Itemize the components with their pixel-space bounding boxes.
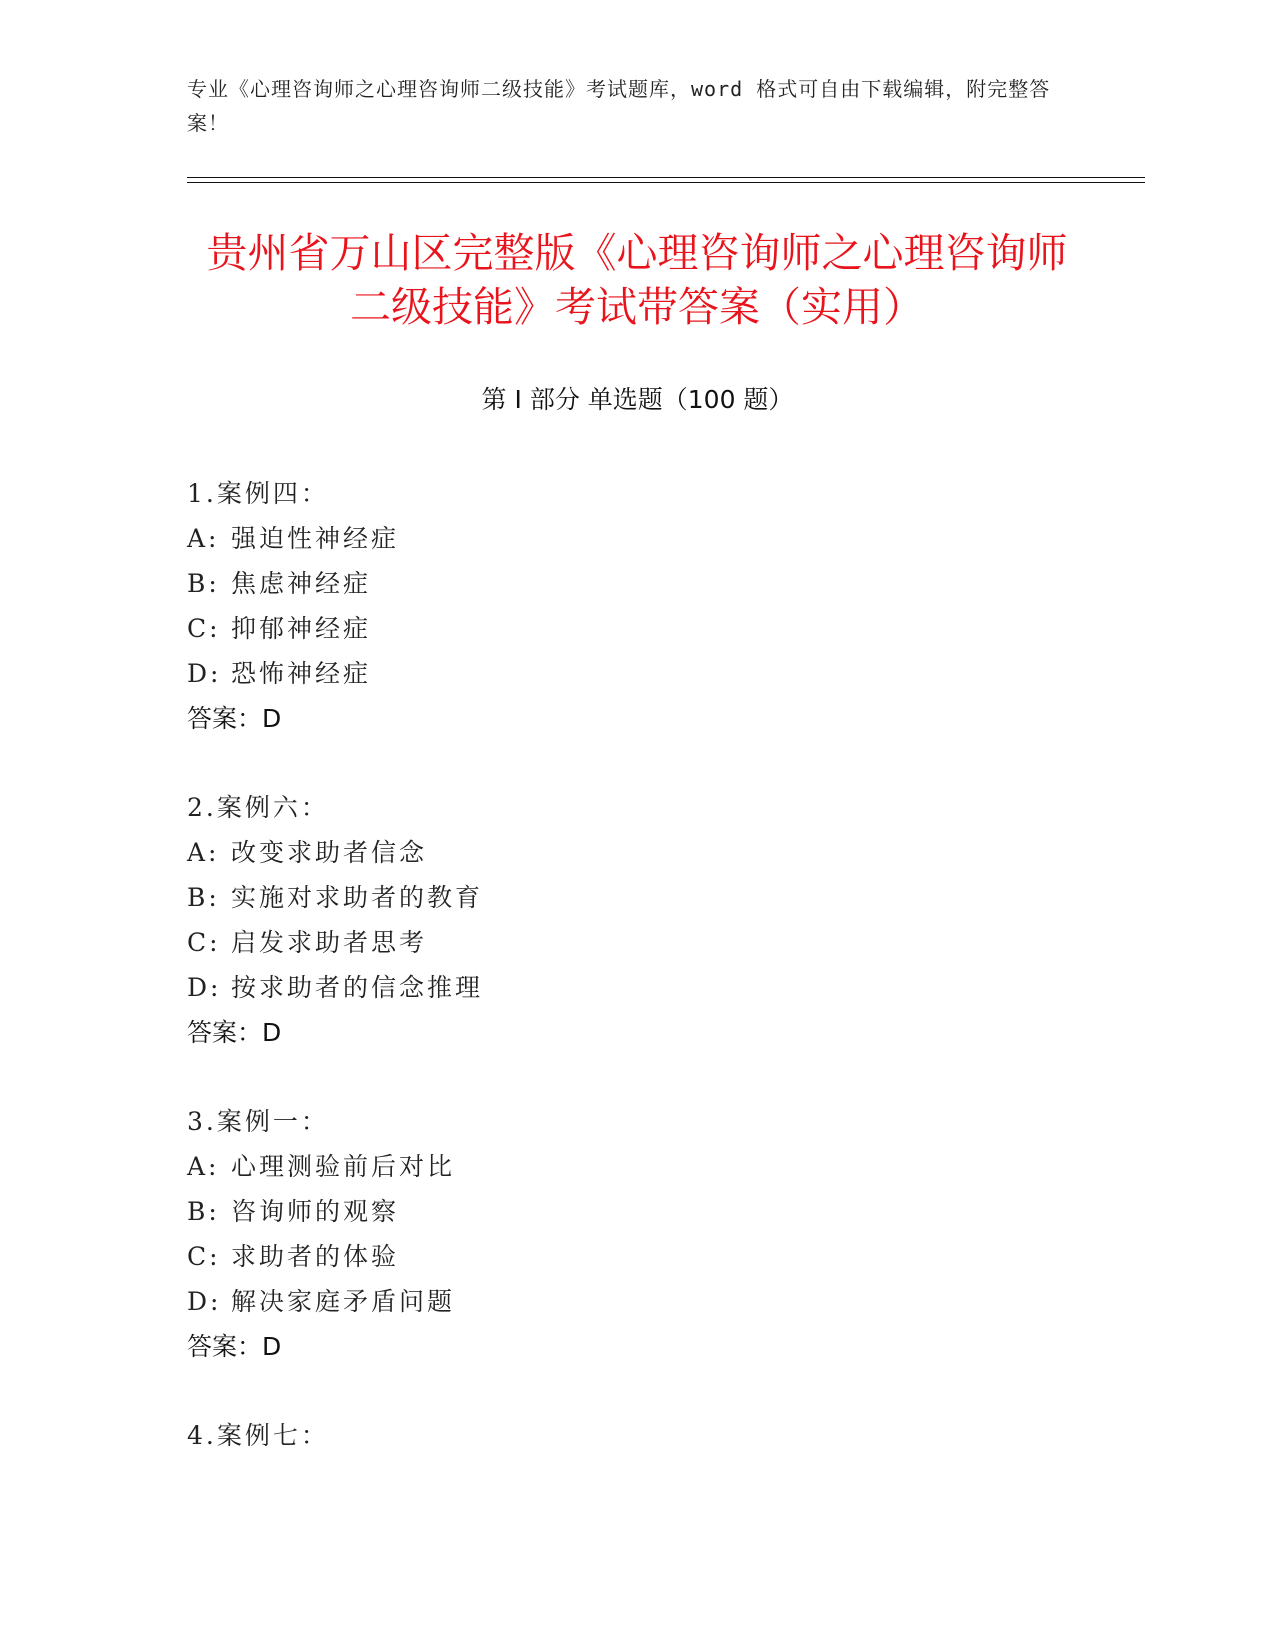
header-note: 专业《心理咨询师之心理咨询师二级技能》考试题库，word 格式可自由下载编辑，附完整答案！	[187, 77, 1051, 135]
option-text: 启发求助者思考	[231, 928, 428, 957]
question-list	[187, 471, 1087, 1502]
question-3	[187, 1099, 1087, 1369]
answer-line: 答案：D	[187, 1332, 282, 1361]
question-stem: 3.案例一：	[187, 1107, 329, 1136]
document-title: 贵州省万山区完整版《心理咨询师之心理咨询师二级技能》考试带答案（实用）	[206, 229, 1068, 331]
option-text: 恐怖神经症	[231, 659, 372, 688]
option-a	[187, 830, 1087, 875]
option-d	[187, 1279, 1087, 1324]
option-letter: B:	[187, 569, 220, 598]
question-stem: 2.案例六：	[187, 793, 329, 822]
option-c	[187, 1234, 1087, 1279]
option-text: 心理测验前后对比	[231, 1152, 456, 1181]
header-divider-line-second	[187, 182, 1145, 183]
answer-line: 答案：D	[187, 1018, 282, 1047]
header-divider-line	[187, 177, 1145, 178]
option-a	[187, 516, 1087, 561]
question-stem: 1.案例四：	[187, 479, 329, 508]
option-text: 强迫性神经症	[231, 524, 400, 553]
option-letter: D:	[187, 973, 222, 1002]
option-d	[187, 651, 1087, 696]
section-title: 第 I 部分 单选题（100 题）	[481, 385, 794, 414]
option-letter: B:	[187, 1197, 220, 1226]
option-text: 焦虑神经症	[231, 569, 372, 598]
option-text: 实施对求助者的教育	[231, 883, 484, 912]
option-b	[187, 561, 1087, 606]
option-letter: D:	[187, 1287, 222, 1316]
option-text: 求助者的体验	[231, 1242, 400, 1271]
option-letter: A:	[187, 1152, 220, 1181]
option-letter: D:	[187, 659, 222, 688]
option-letter: B:	[187, 883, 220, 912]
option-letter: A:	[187, 838, 220, 867]
option-letter: C:	[187, 1242, 221, 1271]
option-text: 抑郁神经症	[231, 614, 372, 643]
question-4	[187, 1413, 1087, 1458]
option-letter: A:	[187, 524, 220, 553]
question-1	[187, 471, 1087, 741]
option-a	[187, 1144, 1087, 1189]
option-letter: C:	[187, 928, 221, 957]
option-c	[187, 920, 1087, 965]
answer-line: 答案：D	[187, 704, 282, 733]
option-c	[187, 606, 1087, 651]
option-letter: C:	[187, 614, 221, 643]
option-text: 改变求助者信念	[231, 838, 428, 867]
option-text: 解决家庭矛盾问题	[231, 1287, 456, 1316]
question-2	[187, 785, 1087, 1055]
option-text: 咨询师的观察	[231, 1197, 400, 1226]
option-b	[187, 1189, 1087, 1234]
option-text: 按求助者的信念推理	[231, 973, 484, 1002]
question-stem: 4.案例七：	[187, 1421, 329, 1450]
option-b	[187, 875, 1087, 920]
option-d	[187, 965, 1087, 1010]
